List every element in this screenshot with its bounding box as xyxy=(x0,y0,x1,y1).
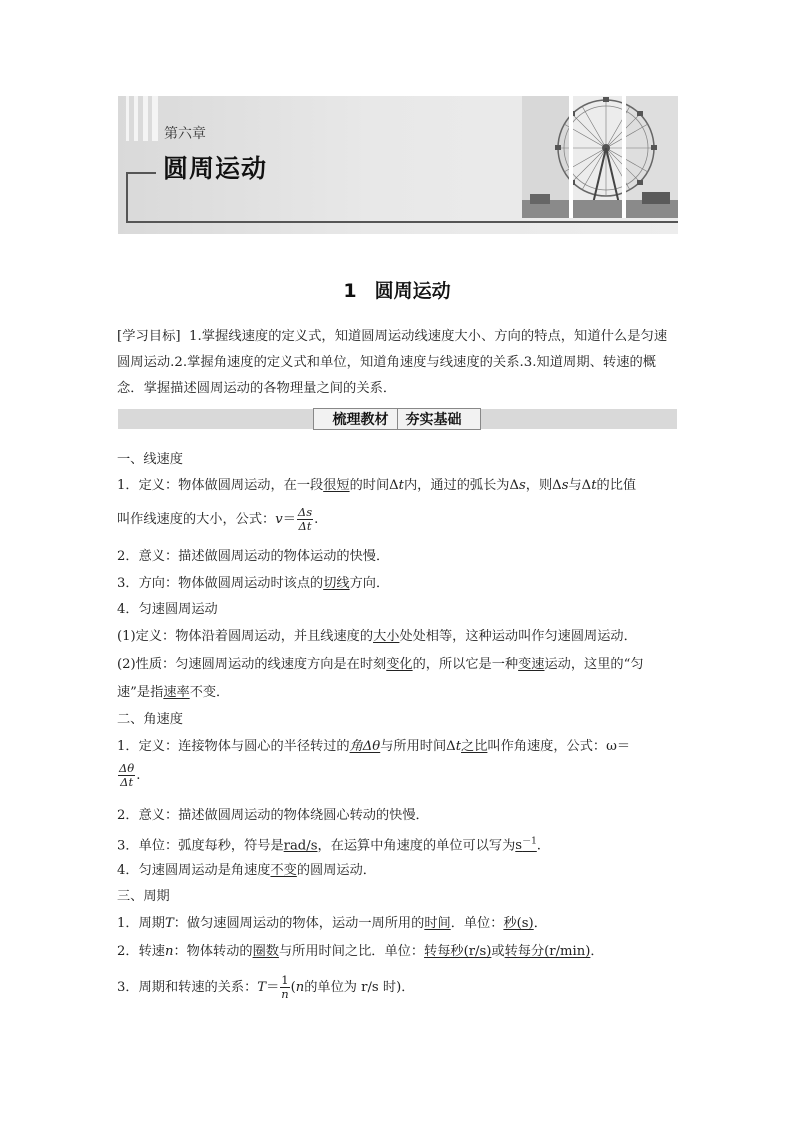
speed-definition xyxy=(117,942,604,961)
numerator: Δθ xyxy=(119,761,135,775)
numerator: 1 xyxy=(281,973,289,987)
bar-label-right: 夯实基础 xyxy=(405,412,462,428)
text: 1．周期 xyxy=(117,916,165,931)
heading-linear-velocity: 一、线速度 xyxy=(117,452,183,467)
uniform-property-cont xyxy=(117,683,229,702)
uniform-property xyxy=(117,655,644,674)
blank-answer: 角Δθ xyxy=(349,739,381,754)
var-T: T xyxy=(164,916,174,931)
section-number: 1 xyxy=(343,280,357,302)
text: . xyxy=(136,768,141,783)
bar-divider xyxy=(397,409,398,429)
text: 的时间Δ xyxy=(349,478,399,493)
banner-bracket-line xyxy=(126,172,128,222)
fraction-ds-dt xyxy=(297,506,313,533)
banner-stripe xyxy=(126,96,129,141)
text: 与Δ xyxy=(568,478,592,493)
banner-bracket-line xyxy=(126,172,156,174)
text: 与所用时间之比．单位： xyxy=(278,944,425,959)
period-definition xyxy=(117,914,547,933)
text: 与所用时间Δ xyxy=(380,739,456,754)
goals-tag: [学习目标] xyxy=(117,329,181,344)
angular-definition xyxy=(117,737,630,756)
var-v: v xyxy=(275,512,283,527)
var-n: n xyxy=(295,980,305,995)
chapter-title: 圆周运动 xyxy=(163,154,268,183)
blank-answer: 不变 xyxy=(270,863,297,878)
blank-answer: 切线 xyxy=(323,576,350,591)
section-title xyxy=(0,276,794,303)
uniform-definition xyxy=(117,627,637,646)
blank-answer: 变化 xyxy=(386,657,413,672)
ferris-wheel-photo xyxy=(522,96,678,218)
angular-unit xyxy=(117,833,541,855)
blank-answer xyxy=(515,838,537,853)
blank-answer: 转每秒(r/s) xyxy=(424,944,492,959)
section-title-text: 圆周运动 xyxy=(374,280,451,302)
text: 1．定义：物体做圆周运动，在一段 xyxy=(117,478,324,493)
text: 2．转速 xyxy=(117,944,165,959)
section-bar-label xyxy=(313,408,481,430)
text: 3．单位：弧度每秒，符号是 xyxy=(117,838,284,854)
blank-answer: 很短 xyxy=(323,478,350,493)
text: ：物体转动的 xyxy=(173,944,253,959)
unit-s: s xyxy=(515,838,523,854)
text: 的圆周运动． xyxy=(296,863,376,878)
text: 的比值 xyxy=(596,478,637,493)
text: 的，所以它是一种 xyxy=(412,657,519,672)
period-speed-relation xyxy=(117,972,414,1004)
heading-angular-velocity: 二、角速度 xyxy=(117,712,183,727)
blank-answer: 速率 xyxy=(163,685,190,700)
goals-text: 1.掌握线速度的定义式，知道圆周运动线速度大小、方向的特点，知道什么是匀速圆周运动.2.掌握角速度的定义式和单位，知道角速度与线速度的关系.3.知道周期、转速的概念．掌握描述圆周运动的各物理量之间的关系． xyxy=(117,329,668,396)
denominator: Δt xyxy=(120,775,134,789)
text: ．单位： xyxy=(450,916,504,931)
denominator: Δt xyxy=(298,519,312,533)
text: 运动，这里的“匀 xyxy=(544,657,644,672)
text: 处处相等，这种运动叫作匀速圆周运动． xyxy=(399,629,637,644)
var-n: n xyxy=(164,944,174,959)
banner-stripe xyxy=(134,96,138,141)
text: . xyxy=(536,838,541,854)
var-t: t xyxy=(398,478,404,493)
var-T: T xyxy=(257,980,267,995)
var-t: t xyxy=(591,478,597,493)
blank-answer: 变速 xyxy=(518,657,545,672)
text: 方向． xyxy=(349,576,390,591)
angular-uniform xyxy=(117,861,376,880)
text: 3．周期和转速的关系： xyxy=(117,980,258,995)
text: 1．定义：连接物体与圆心的半径转过的 xyxy=(117,739,350,754)
numerator: Δs xyxy=(297,505,313,519)
angular-meaning: 2．意义：描述做圆周运动的物体绕圆心转动的快慢． xyxy=(117,808,429,823)
text: 或 xyxy=(491,944,505,959)
blank-answer: 圈数 xyxy=(252,944,279,959)
var-t: t xyxy=(455,739,462,754)
linear-direction xyxy=(117,574,389,593)
banner-stripe xyxy=(152,96,158,141)
text: ：做匀速圆周运动的物体，运动一周所用的 xyxy=(173,916,425,931)
blank-answer: 秒(s) xyxy=(503,916,534,931)
var-s: s xyxy=(519,478,526,493)
text: ，则Δ xyxy=(525,478,562,493)
linear-definition xyxy=(117,476,636,495)
bar-label-left: 梳理教材 xyxy=(332,412,389,428)
uniform-circular-heading: 4．匀速圆周运动 xyxy=(117,602,218,617)
text: 速”是指 xyxy=(117,685,164,700)
text: . xyxy=(314,512,319,527)
var-s: s xyxy=(561,478,569,493)
text: ． xyxy=(533,916,547,931)
equals-sign: ＝ xyxy=(282,512,296,527)
text: 不变． xyxy=(189,685,230,700)
blank-answer: 大小 xyxy=(373,629,400,644)
banner-stripe xyxy=(143,96,148,141)
equals-sign: ＝ xyxy=(266,980,280,995)
denominator: n xyxy=(281,987,289,1001)
text: 4．匀速圆周运动是角速度 xyxy=(117,863,271,878)
text: ． xyxy=(590,944,604,959)
learning-goals xyxy=(117,324,679,402)
exponent: －1 xyxy=(522,837,537,847)
fraction-dtheta-dt xyxy=(118,762,135,789)
text: 3．方向：物体做圆周运动时该点的 xyxy=(117,576,324,591)
chapter-label: 第六章 xyxy=(164,126,206,142)
blank-answer: 转每分(r/min) xyxy=(504,944,591,959)
angular-formula xyxy=(117,762,140,789)
blank-answer: rad/s xyxy=(283,838,318,854)
linear-meaning: 2．意义：描述做圆周运动的物体运动的快慢． xyxy=(117,549,390,564)
text: (2)性质：匀速圆周运动的线速度方向是在时刻 xyxy=(117,657,387,672)
text: 叫作角速度，公式：ω＝ xyxy=(487,739,631,754)
text: 叫作线速度的大小，公式： xyxy=(117,512,276,527)
ferris-wheel-illustration xyxy=(522,96,678,218)
blank-answer: 时间 xyxy=(424,916,451,931)
text: ( xyxy=(290,980,296,995)
banner-underline xyxy=(126,221,678,223)
text: ，在运算中角速度的单位可以写为 xyxy=(317,838,516,854)
blank-answer: 之比 xyxy=(461,739,488,754)
fraction-1-n xyxy=(280,974,289,1001)
linear-formula-line xyxy=(117,504,318,536)
heading-period: 三、周期 xyxy=(117,889,170,904)
text: 的单位为 r/s 时)． xyxy=(304,980,415,995)
text: (1)定义：物体沿着圆周运动，并且线速度的 xyxy=(117,629,374,644)
text: 内，通过的弧长为Δ xyxy=(403,478,520,493)
